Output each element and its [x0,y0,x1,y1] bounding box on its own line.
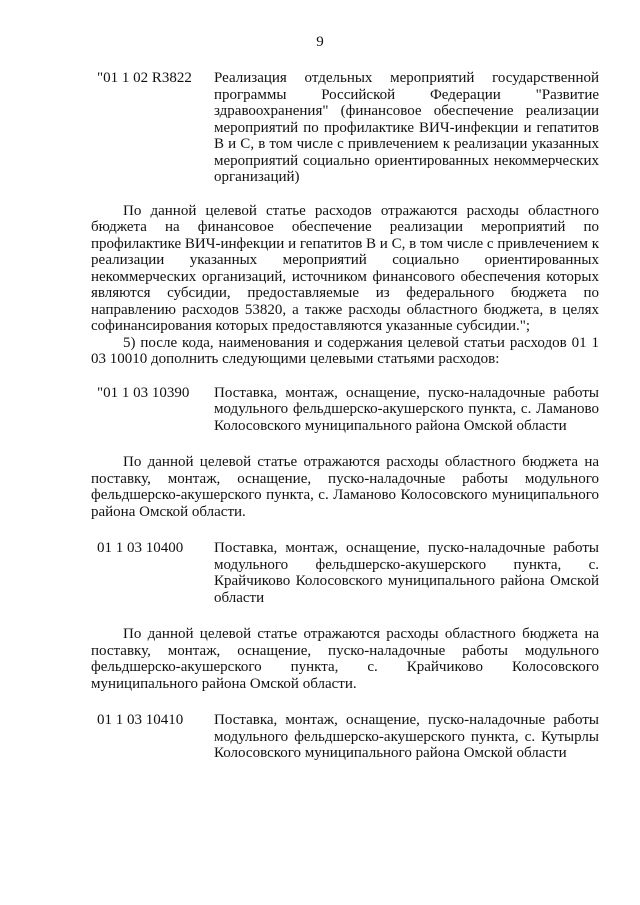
expense-description: Реализация отдельных мероприятий государственной программы Российской Федерации "Развитие здравоохранения" (финансовое обеспечение реализации мероприятий по профилактике ВИЧ-инфекции и гепатитов В и С, в том числе с привлечением к реализации указанных мероприятий социально ориентированных некоммерческих организаций) [214,70,599,185]
body-paragraph: По данной целевой статье отражаются расходы областного бюджета на поставку, монтаж, оснащение, пуско-наладочные работы модульного фельдшерско-акушерского пункта, с. Крайчиково Колосовского муниципального района Омской области. [91,626,599,692]
expense-code: "01 1 02 R3822 [97,70,192,86]
expense-description: Поставка, монтаж, оснащение, пуско-наладочные работы модульного фельдшерско-акушерского пункта, с. Крайчиково Колосовского муниципального района Омской области [214,540,599,606]
code-entry-r3822 [91,70,599,186]
page-number: 9 [316,34,324,50]
expense-code: 01 1 03 10400 [97,540,184,556]
expense-code: "01 1 03 10390 [97,384,190,401]
body-paragraph: По данной целевой статье отражаются расходы областного бюджета на поставку, монтаж, оснащение, пуско-наладочные работы модульного фельдшерско-акушерского пункта, с. Ламаново Колосовского муниципального района Омской области. [91,454,599,520]
code-entry-10410 [91,712,599,762]
document-body [91,70,599,762]
expense-code: 01 1 03 10410 [97,712,184,728]
body-paragraph: По данной целевой статье расходов отражаются расходы областного бюджета на финансовое обеспечение реализации мероприятий по профилактике ВИЧ-инфекции и гепатитов В и С, в том числе с привлечением к реализации указанных мероприятий социально ориентированных некоммерческих организаций, источником финансового обеспечения которых являются субсидии, предоставляемые из федерального бюджета по направлению расходов 53820, а также расходы областного бюджета, в целях софинансирования которых предоставляются указанные субсидии."; [91,202,599,334]
expense-description: Поставка, монтаж, оснащение, пуско-наладочные работы модульного фельдшерско-акушерского пункта, с. Ламаново Колосовского муниципального района Омской области [214,384,599,434]
code-entry-10390 [91,385,599,435]
code-entry-10400 [91,540,599,606]
expense-description: Поставка, монтаж, оснащение, пуско-наладочные работы модульного фельдшерско-акушерского пункта, с. Кутырлы Колосовского муниципального района Омской области [214,712,599,761]
body-paragraph-amendment: 5) после кода, наименования и содержания целевой статьи расходов 01 1 03 10010 дополнить следующими целевыми статьями расходов: [91,334,599,367]
